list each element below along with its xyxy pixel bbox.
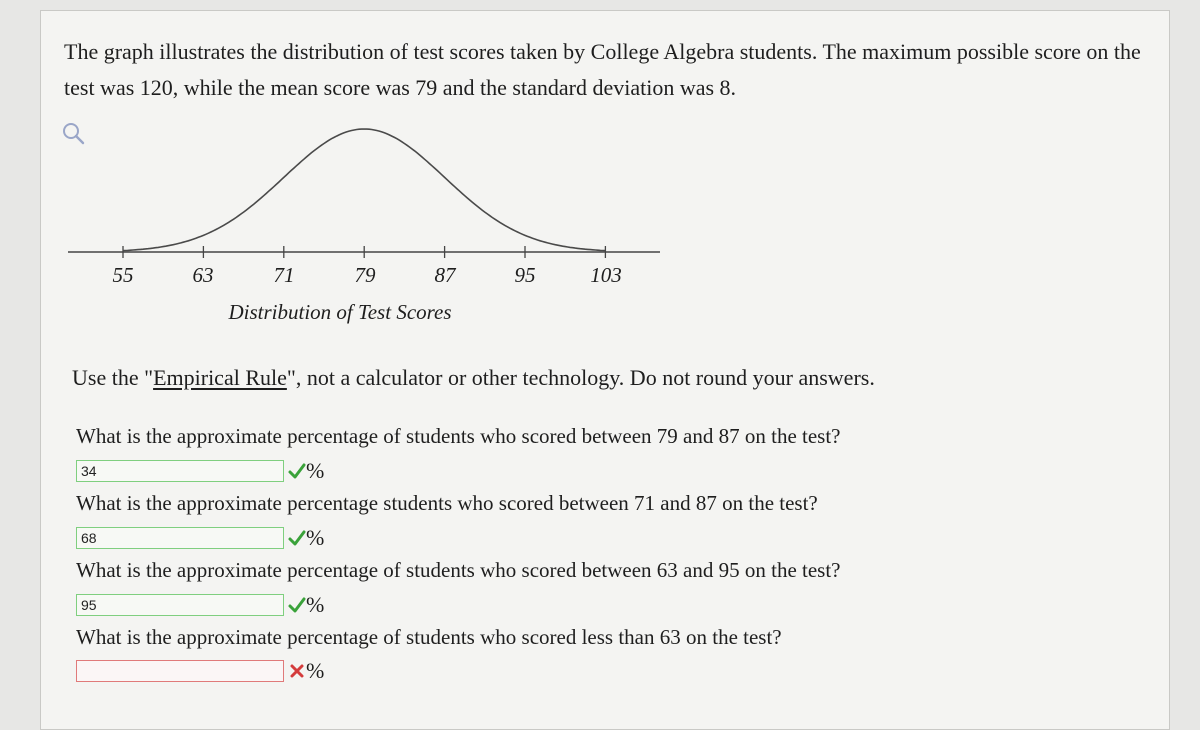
intro-text: The graph illustrates the distribution of test scores taken by College Algebra students. The maximum possible score on the test was 120, while the mean score was 79 and the standard deviation was 8. bbox=[64, 39, 1141, 100]
tick-label-63: 63 bbox=[192, 263, 214, 287]
answer-row-1 bbox=[76, 458, 324, 484]
x-mark-icon bbox=[286, 660, 308, 682]
bell-curve bbox=[123, 129, 605, 251]
percent-unit-4: % bbox=[306, 658, 325, 683]
tick-label-79: 79 bbox=[354, 263, 376, 287]
tick-label-55: 55 bbox=[112, 263, 134, 287]
answer-1-input[interactable] bbox=[76, 460, 284, 482]
instruction-text: Use the "Empirical Rule", not a calculator or other technology. Do not round your answers. bbox=[72, 365, 875, 390]
check-icon bbox=[286, 594, 308, 616]
check-icon bbox=[286, 460, 308, 482]
normal-distribution-graph bbox=[60, 120, 680, 330]
answer-2-input[interactable] bbox=[76, 527, 284, 549]
empirical-rule-link[interactable]: Empirical Rule bbox=[153, 365, 287, 390]
tick-label-95: 95 bbox=[514, 263, 536, 287]
percent-unit-2: % bbox=[306, 525, 325, 550]
check-icon bbox=[286, 527, 308, 549]
tick-label-103: 103 bbox=[590, 263, 622, 287]
magnify-icon[interactable] bbox=[60, 120, 88, 148]
answer-3-input[interactable] bbox=[76, 594, 284, 616]
tick-label-71: 71 bbox=[273, 263, 295, 287]
answer-4-input[interactable] bbox=[76, 660, 284, 682]
tick-label-87: 87 bbox=[434, 263, 456, 287]
question-3-text: What is the approximate percentage of students who scored between 63 and 95 on the test? bbox=[76, 558, 841, 582]
percent-unit-1: % bbox=[306, 458, 325, 483]
answer-row-2 bbox=[76, 525, 324, 551]
bell-curve-svg bbox=[60, 120, 680, 260]
x-axis-label: Distribution of Test Scores bbox=[228, 300, 452, 324]
answer-row-4 bbox=[76, 658, 324, 684]
answer-row-3 bbox=[76, 592, 324, 618]
question-2-text: What is the approximate percentage students who scored between 71 and 87 on the test? bbox=[76, 491, 818, 515]
question-4-text: What is the approximate percentage of students who scored less than 63 on the test? bbox=[76, 625, 782, 649]
percent-unit-3: % bbox=[306, 592, 325, 617]
question-1-text: What is the approximate percentage of students who scored between 79 and 87 on the test? bbox=[76, 424, 841, 448]
